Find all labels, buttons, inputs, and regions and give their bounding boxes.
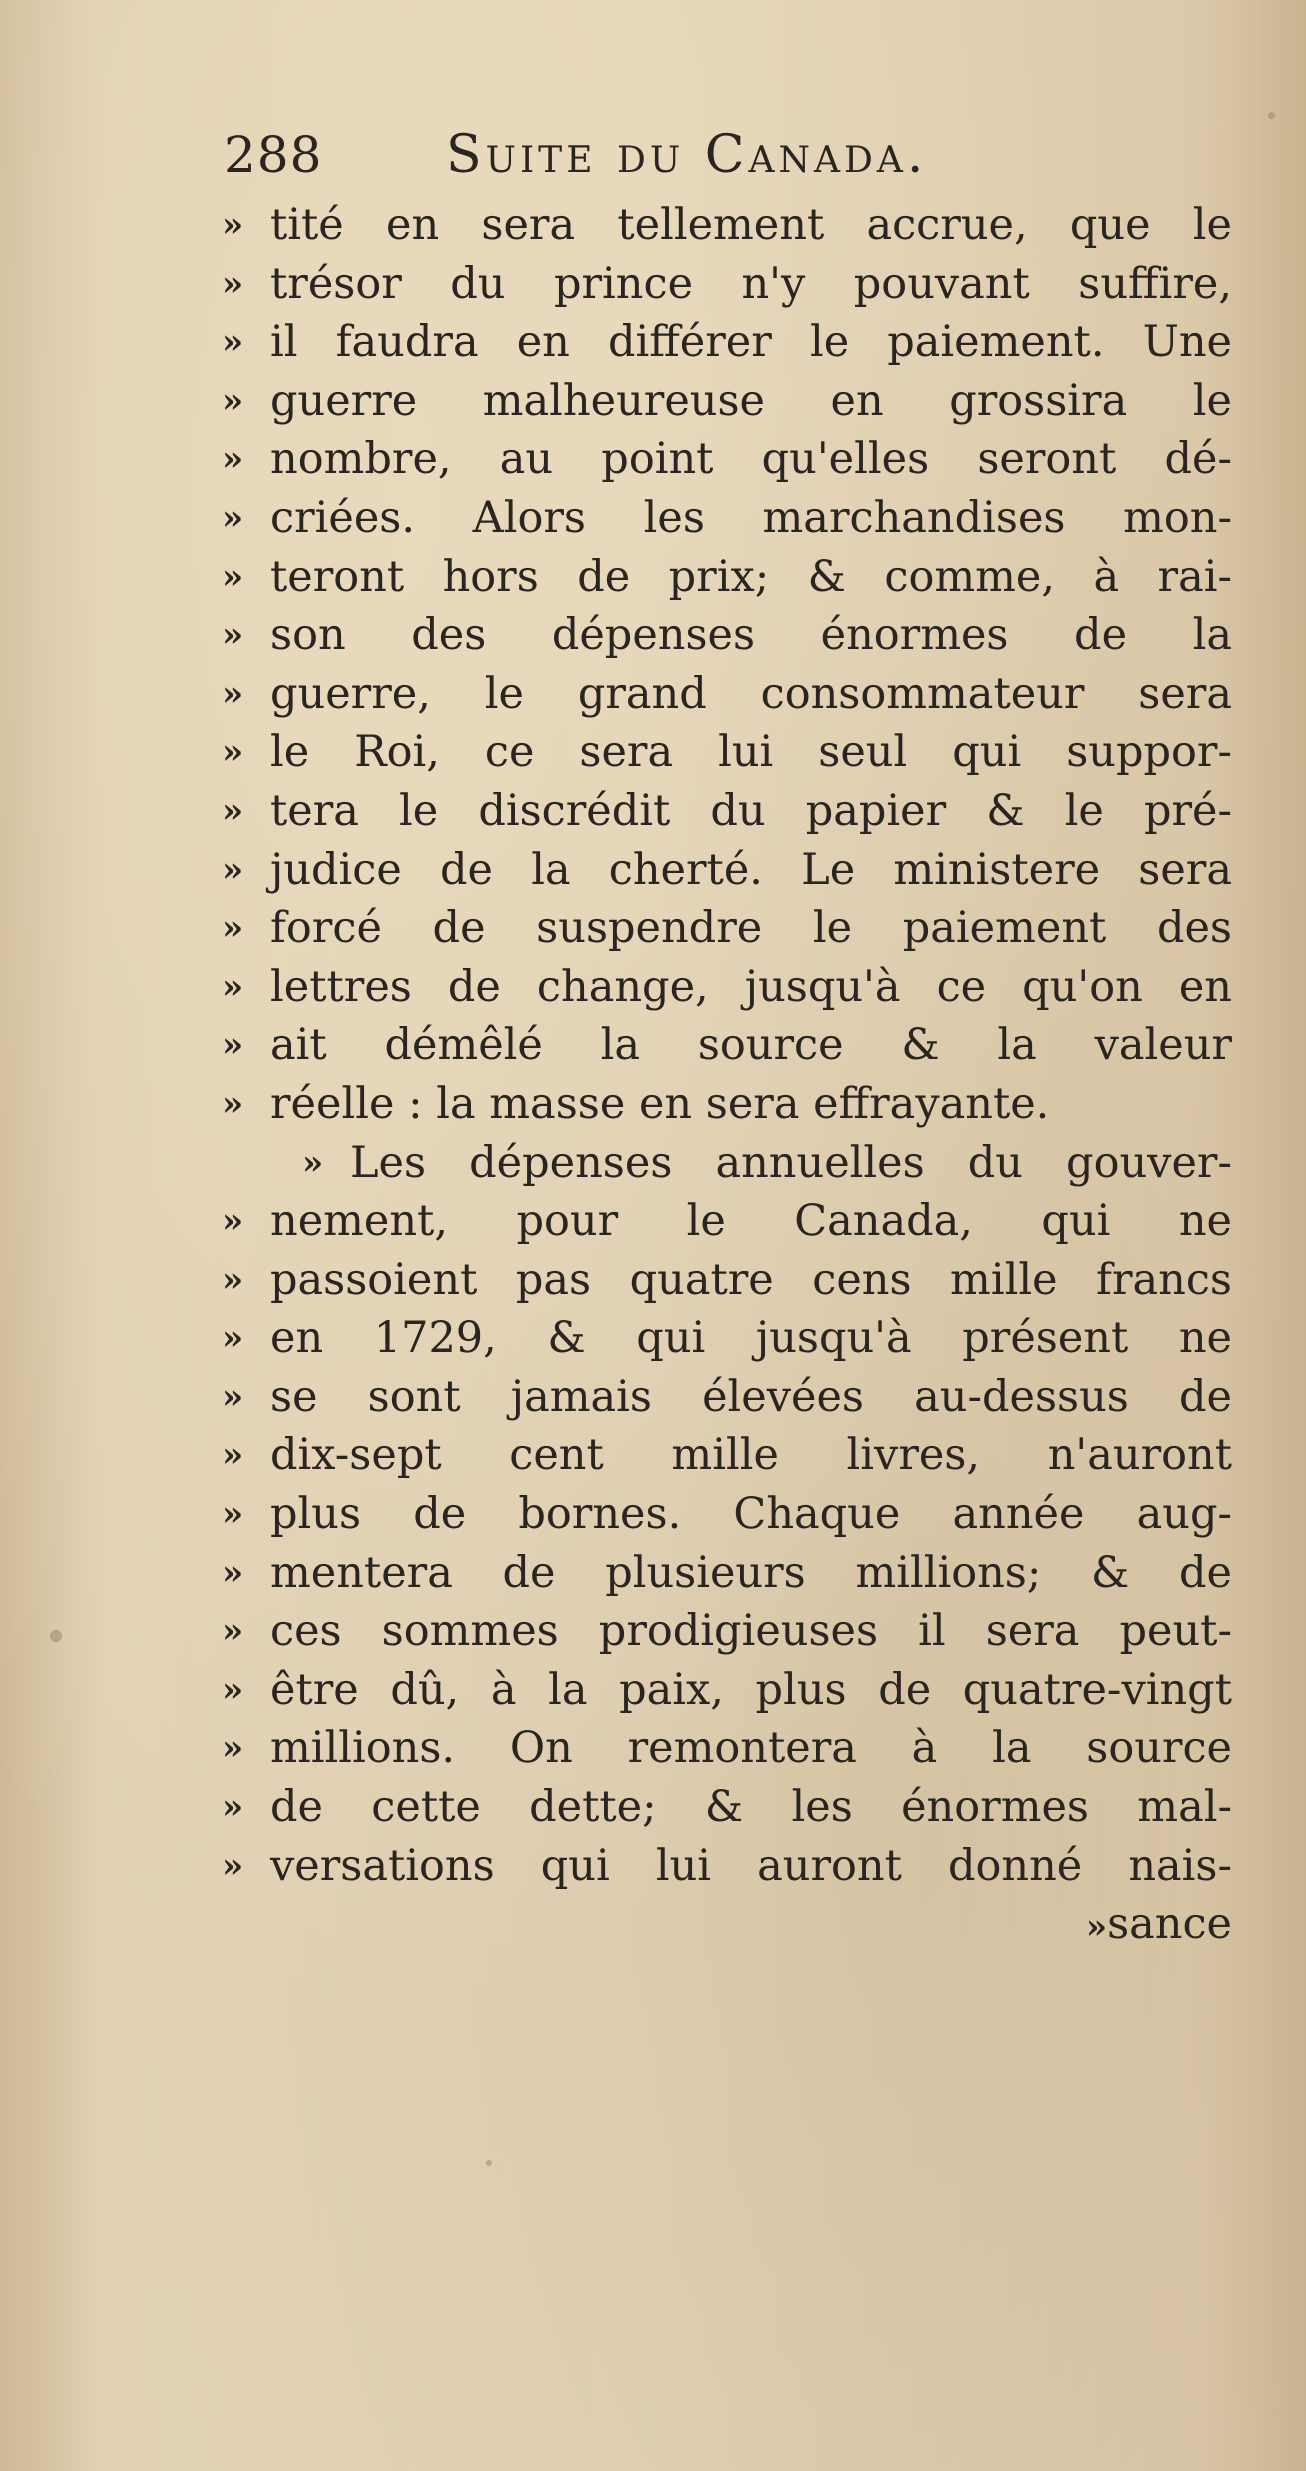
text-line bbox=[222, 782, 1232, 841]
text-line bbox=[222, 1719, 1232, 1778]
line-text: réelle : la masse en sera effrayante. bbox=[270, 1078, 1050, 1129]
text-line bbox=[222, 1192, 1232, 1251]
quote-mark: » bbox=[222, 439, 244, 480]
paper-speck bbox=[50, 1630, 62, 1642]
line-text: millions. On remontera à la source bbox=[270, 1723, 1232, 1774]
text-line bbox=[222, 1602, 1232, 1661]
quote-mark: » bbox=[222, 673, 244, 714]
line-text: son des dépenses énormes de la bbox=[270, 610, 1232, 661]
quote-mark: » bbox=[222, 1494, 244, 1535]
line-text: de cette dette; & les énormes mal- bbox=[270, 1782, 1232, 1833]
line-text: tera le discrédit du papier & le pré- bbox=[270, 785, 1232, 836]
line-text: tité en sera tellement accrue, que le bbox=[270, 200, 1232, 250]
line-text: nement, pour le Canada, qui ne bbox=[270, 1196, 1232, 1247]
text-line bbox=[222, 1368, 1232, 1427]
quote-mark: » bbox=[222, 849, 244, 890]
line-text: Les dépenses annuelles du gouver- bbox=[350, 1137, 1232, 1188]
text-line bbox=[222, 1309, 1232, 1368]
text-line bbox=[222, 430, 1232, 489]
text-line bbox=[222, 841, 1232, 900]
text-line bbox=[222, 1485, 1232, 1544]
line-text: dix-sept cent mille livres, n'auront bbox=[270, 1430, 1232, 1481]
quote-mark: » bbox=[222, 1787, 244, 1828]
text-line bbox=[222, 313, 1232, 372]
text-line bbox=[222, 1661, 1232, 1720]
page-number: 288 bbox=[224, 126, 323, 184]
paper-speck bbox=[486, 2160, 492, 2166]
paper-speck bbox=[1268, 112, 1275, 119]
quote-mark: » bbox=[222, 615, 244, 656]
quote-mark: » bbox=[222, 322, 244, 363]
quote-mark: » bbox=[222, 1845, 244, 1886]
line-text: nombre, au point qu'elles seront dé- bbox=[270, 434, 1232, 485]
catchword: sance bbox=[1107, 1899, 1232, 1950]
line-text: ces sommes prodigieuses il sera peut- bbox=[270, 1606, 1232, 1657]
running-title: Suite du Canada. bbox=[446, 125, 928, 185]
line-text: se sont jamais élevées au-dessus de bbox=[270, 1371, 1232, 1422]
quote-mark: » bbox=[222, 1728, 244, 1769]
line-text: trésor du prince n'y pouvant suffire, bbox=[270, 258, 1232, 309]
quote-mark: » bbox=[222, 1025, 244, 1066]
quote-mark: » bbox=[222, 497, 244, 538]
quote-mark: » bbox=[302, 1142, 324, 1183]
line-text: guerre malheureuse en grossira le bbox=[270, 375, 1232, 426]
quote-mark: » bbox=[222, 908, 244, 949]
line-text: forcé de suspendre le paiement des bbox=[270, 903, 1232, 954]
text-line bbox=[222, 255, 1232, 314]
text-line bbox=[222, 1016, 1232, 1075]
line-text: ait démêlé la source & la valeur bbox=[270, 1020, 1232, 1071]
text-line bbox=[222, 1251, 1232, 1310]
quote-mark: » bbox=[222, 263, 244, 304]
quote-mark: » bbox=[222, 205, 244, 245]
line-text: passoient pas quatre cens mille francs bbox=[270, 1254, 1232, 1305]
text-line bbox=[222, 606, 1232, 665]
quote-mark: » bbox=[1085, 1907, 1108, 1948]
quote-mark: » bbox=[222, 1552, 244, 1593]
body-text bbox=[222, 196, 1232, 1954]
quote-mark: » bbox=[222, 790, 244, 831]
quote-mark: » bbox=[222, 1318, 244, 1359]
text-line bbox=[222, 372, 1232, 431]
quote-mark: » bbox=[222, 556, 244, 597]
text-line bbox=[222, 1544, 1232, 1603]
line-text: mentera de plusieurs millions; & de bbox=[270, 1547, 1232, 1598]
line-text: guerre, le grand consommateur sera bbox=[270, 668, 1232, 719]
text-line bbox=[222, 548, 1232, 607]
quote-mark: » bbox=[222, 966, 244, 1007]
text-line bbox=[222, 723, 1232, 782]
line-text: criées. Alors les marchandises mon- bbox=[270, 492, 1232, 543]
text-line bbox=[222, 958, 1232, 1017]
text-line bbox=[222, 1075, 1232, 1134]
text-line bbox=[222, 196, 1232, 255]
line-text: en 1729, & qui jusqu'à présent ne bbox=[270, 1313, 1232, 1364]
text-line bbox=[222, 489, 1232, 548]
line-text: être dû, à la paix, plus de quatre-vingt bbox=[270, 1664, 1232, 1715]
line-text: lettres de change, jusqu'à ce qu'on en bbox=[270, 961, 1232, 1012]
text-line bbox=[222, 899, 1232, 958]
text-line bbox=[222, 665, 1232, 724]
catchword-line bbox=[222, 1895, 1232, 1954]
text-line bbox=[222, 1426, 1232, 1485]
quote-mark: » bbox=[222, 380, 244, 421]
text-line-paragraph-start bbox=[222, 1134, 1232, 1193]
line-text: judice de la cherté. Le ministere sera bbox=[270, 844, 1232, 895]
text-line bbox=[222, 1778, 1232, 1837]
text-line bbox=[222, 1837, 1232, 1896]
line-text: teront hors de prix; & comme, à rai- bbox=[270, 551, 1232, 602]
line-text: il faudra en différer le paiement. Une bbox=[270, 317, 1232, 368]
quote-mark: » bbox=[222, 1435, 244, 1476]
quote-mark: » bbox=[222, 1376, 244, 1417]
quote-mark: » bbox=[222, 1259, 244, 1300]
quote-mark: » bbox=[222, 1083, 244, 1124]
quote-mark: » bbox=[222, 1669, 244, 1710]
running-head bbox=[224, 120, 1124, 190]
line-text: plus de bornes. Chaque année aug- bbox=[270, 1489, 1232, 1540]
quote-mark: » bbox=[222, 1611, 244, 1652]
quote-mark: » bbox=[222, 732, 244, 773]
quote-mark: » bbox=[222, 1201, 244, 1242]
line-text: le Roi, ce sera lui seul qui suppor- bbox=[270, 727, 1232, 778]
line-text: versations qui lui auront donné nais- bbox=[270, 1840, 1232, 1891]
